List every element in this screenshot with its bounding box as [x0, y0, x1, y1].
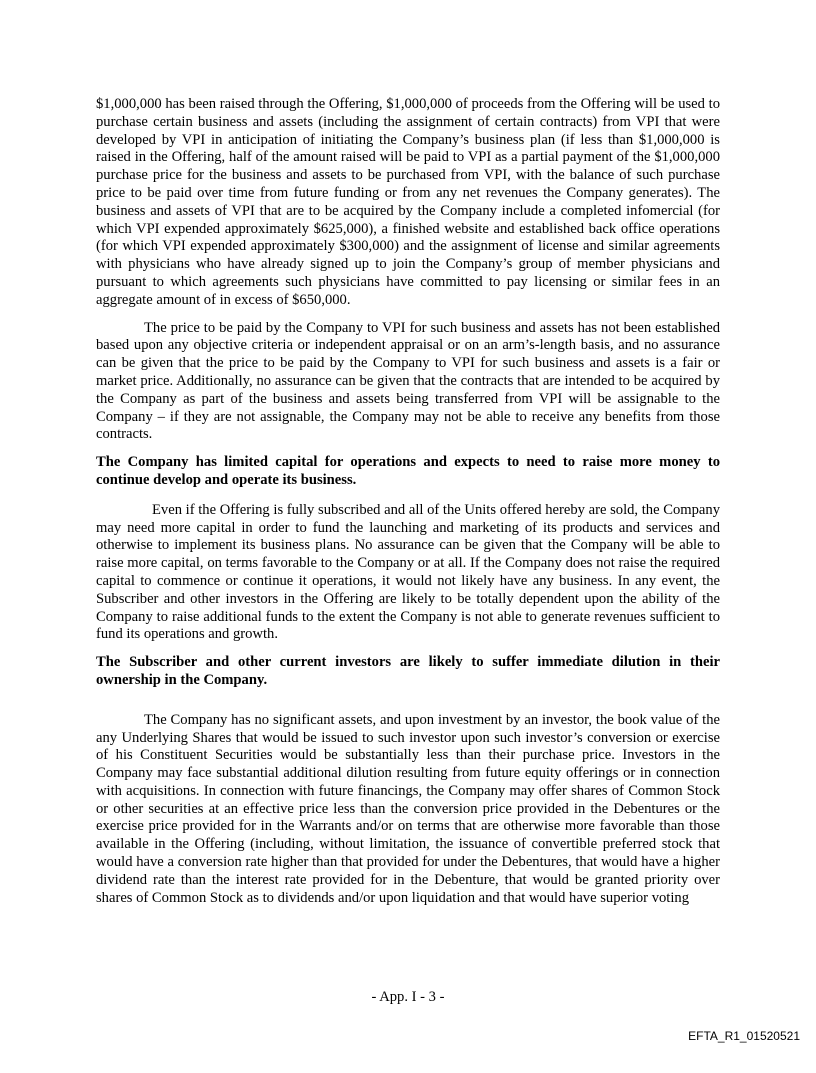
paragraph-dilution: The Company has no significant assets, and upon investment by an investor, the book value of the any Underlying Shares that would be issued to such investor upon such investor’s conversion or exercise of his Constituent Securities would be substantially less than their purchase price. Investors in the Company may face substantial additional dilution resulting from future equity offerings or in connection with acquisitions. In connection with future financings, the Company may offer shares of Common Stock or other securities at an effective price less than the conversion price provided in the Debentures or the exercise price provided for in the Warrants and/or on terms that are otherwise more favorable than those available in the Offering (including, without limitation, the issuance of convertible preferred stock that would have a conversion rate higher than that provided for under the Debentures, that would have a higher dividend rate than the interest rate provided for in the Debenture, that would be granted priority over shares of Common Stock as to dividends and/or upon liquidation and that would have superior voting: [96, 711, 720, 906]
document-id-stamp: EFTA_R1_01520521: [688, 1029, 800, 1043]
page-number: - App. I - 3 -: [371, 989, 445, 1005]
paragraph-vpi-assets: $1,000,000 has been raised through the Offering, $1,000,000 of proceeds from the Offering will be used to purchase certain business and assets (including the assignment of certain contracts) from VPI that were developed by VPI in anticipation of initiating the Company’s business plan (if less than $1,000,000 is raised in the Offering, half of the amount raised will be paid to VPI as a partial payment of the $1,000,000 purchase price for the business and assets to be purchased from VPI, with the balance of such purchase price to be paid over time from future funding or from any net revenues the Company generates). The business and assets of VPI that are to be acquired by the Company include a completed infomercial (for which VPI expended approximately $625,000), a finished website and established back office operations (for which VPI expended approximately $300,000) and the assignment of license and similar agreements with physicians who have already signed up to join the Company’s group of member physicians and pursuant to which agreements such physicians have committed to pay licensing or similar fees in an aggregate amount of in excess of $650,000.: [96, 96, 720, 308]
heading-dilution: The Subscriber and other current investors are likely to suffer immediate dilution in their ownership in the Company.: [96, 654, 720, 688]
paragraph-limited-capital: Even if the Offering is fully subscribed and all of the Units offered hereby are sold, the Company may need more capital in order to fund the launching and marketing of its products and services and otherwise to implement its business plans. No assurance can be given that the Company will be able to raise more capital, on terms favorable to the Company or at all. If the Company does not raise the required capital to commence or continue it operations, it would not likely have any business. In any event, the Subscriber and other investors in the Offering are likely to be totally dependent upon the ability of the Company to raise additional funds to the extent the Company is not able to generate revenues sufficient to fund its operations and growth.: [96, 501, 720, 643]
heading-limited-capital: The Company has limited capital for operations and expects to need to raise more money to continue develop and operate its business.: [96, 454, 720, 488]
paragraph-vpi-price: The price to be paid by the Company to VPI for such business and assets has not been established based upon any objective criteria or independent appraisal or on an arm’s-length basis, and no assurance can be given that the price to be paid by the Company to VPI for such business and assets is a fair or market price. Additionally, no assurance can be given that the contracts that are intended to be acquired by the Company as part of the business and assets being transferred from VPI will be assignable to the Company – if they are not assignable, the Company may not be able to receive any benefits from those contracts.: [96, 319, 720, 443]
document-body: [96, 96, 720, 917]
